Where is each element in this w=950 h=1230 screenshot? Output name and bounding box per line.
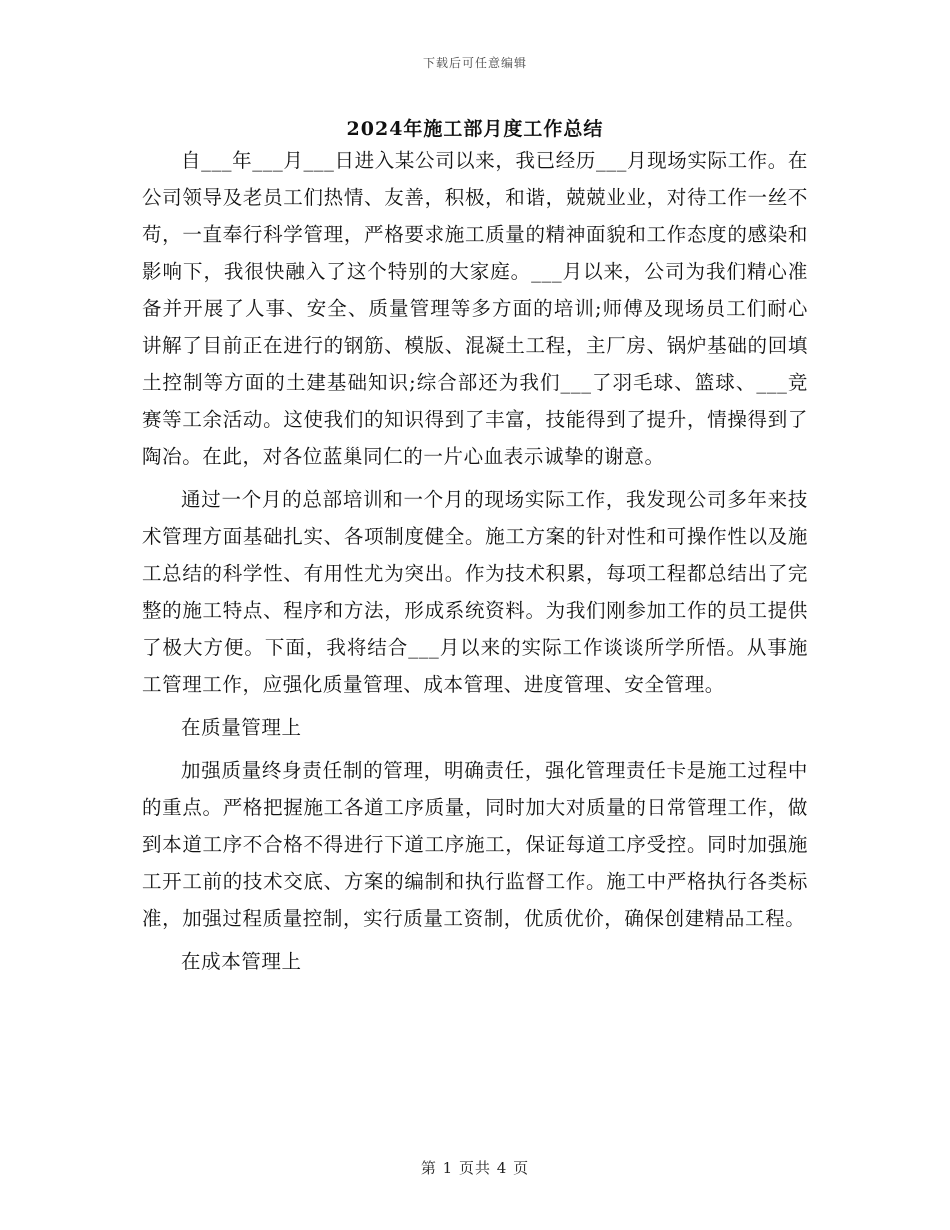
section-heading-cost: 在成本管理上 bbox=[181, 950, 302, 973]
section-heading-quality: 在质量管理上 bbox=[181, 716, 302, 739]
page-footer: 第 1 页共 4 页 bbox=[420, 1159, 530, 1177]
page-header: 下载后可任意编辑 bbox=[422, 56, 527, 70]
paragraph-quality: 加强质量终身责任制的管理，明确责任，强化管理责任卡是施工过程中的重点。严格把握施工各道工序质量，同时加大对质量的日常管理工作，做到本道工序不合格不得进行下道工序施工，保证每道工序受控。同时加强施工开工前的技术交底、方案的编制和执行监督工作。施工中严格执行各类标准，加强过程质量控制，实行质量工资制，优质优价，确保创建精品工程。 bbox=[142, 759, 808, 930]
document-body bbox=[142, 142, 808, 986]
paragraph-intro: 自___年___月___日进入某公司以来，我已经历___月现场实际工作。在公司领导及老员工们热情、友善，积极，和谐，兢兢业业，对待工作一丝不苟，一直奉行科学管理，严格要求施工质量的精神面貌和工作态度的感染和影响下，我很快融入了这个特别的大家庭。___月以来，公司为我们精心准备并开展了人事、安全、质量管理等多方面的培训;师傅及现场员工们耐心讲解了目前正在进行的钢筋、模版、混凝土工程，主厂房、锅炉基础的回填土控制等方面的土建基础知识;综合部还为我们___了羽毛球、篮球、___竞赛等工余活动。这使我们的知识得到了丰富，技能得到了提升，情操得到了陶冶。在此，对各位蓝巢同仁的一片心血表示诚挚的谢意。 bbox=[142, 149, 808, 468]
document-title: 2024年施工部月度工作总结 bbox=[346, 118, 604, 140]
paragraph-observations: 通过一个月的总部培训和一个月的现场实际工作，我发现公司多年来技术管理方面基础扎实、各项制度健全。施工方案的针对性和可操作性以及施工总结的科学性、有用性尤为突出。作为技术积累，每项工程都总结出了完整的施工特点、程序和方法，形成系统资料。为我们刚参加工作的员工提供了极大方便。下面，我将结合___月以来的实际工作谈谈所学所悟。从事施工管理工作，应强化质量管理、成本管理、进度管理、安全管理。 bbox=[142, 488, 808, 696]
